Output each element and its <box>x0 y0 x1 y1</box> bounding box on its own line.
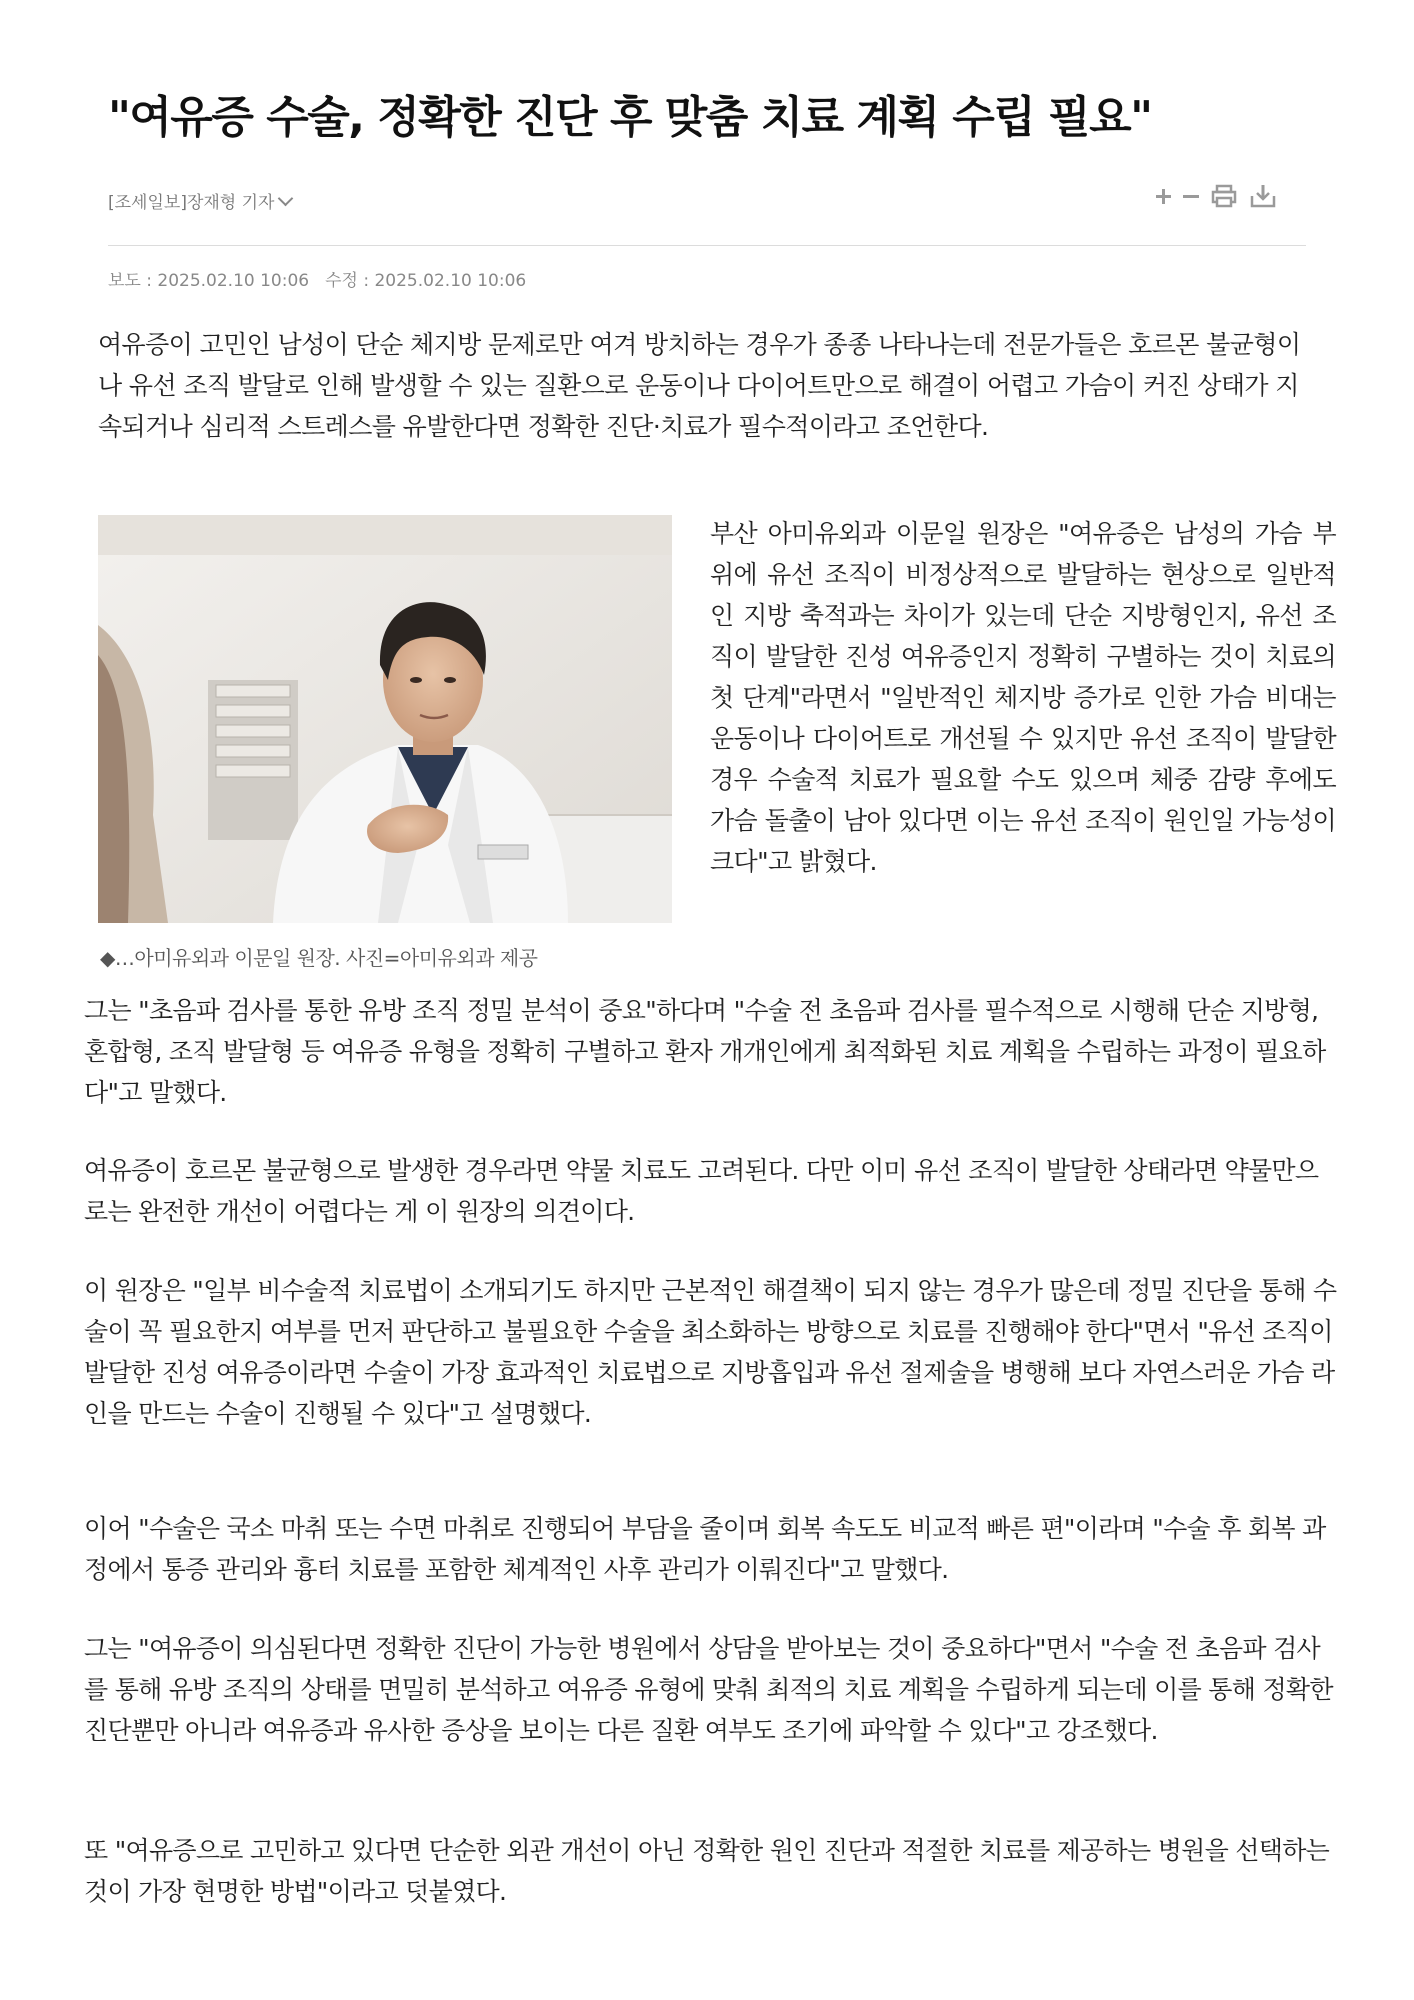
article-toolbar <box>1150 182 1290 212</box>
byline-text: [조세일보]장재형 기자 <box>108 193 275 213</box>
download-icon <box>1248 182 1278 210</box>
font-decrease-button[interactable] <box>1178 182 1204 210</box>
modified-date: 수정 : 2025.02.10 10:06 <box>325 271 527 291</box>
doctor-photo <box>98 515 672 923</box>
plus-icon <box>1150 182 1176 210</box>
chevron-down-icon[interactable] <box>278 191 294 207</box>
body-paragraph: 이 원장은 "일부 비수술적 치료법이 소개되기도 하지만 근본적인 해결책이 되지 않는 경우가 많은데 정밀 진단을 통해 수술이 꼭 필요한지 여부를 먼저 판단하고 불필요한 수술을 최소화하는 방향으로 치료를 진행해야 한다"면서 "유선 조직이 발달한 진성 여유증이라면 수술이 가장 효과적인 치료법으로 지방흡입과 유선 절제술을 병행해 보다 자연스러운 가슴 라인을 만드는 수술이 진행될 수 있다"고 설명했다. <box>84 1276 1337 1428</box>
minus-icon <box>1178 182 1204 210</box>
lead-paragraph: 여유증이 고민인 남성이 단순 체지방 문제로만 여겨 방치하는 경우가 종종 나타나는데 전문가들은 호르몬 불균형이나 유선 조직 발달로 인해 발생할 수 있는 질환으로 운동이나 다이어트만으로 해결이 어렵고 가슴이 커진 상태가 지속되거나 심리적 스트레스를 유발한다면 정확한 진단·치료가 필수적이라고 조언한다. <box>98 330 1301 441</box>
article-headline: "여유증 수술, 정확한 진단 후 맞춤 치료 계획 수립 필요" <box>108 92 1152 143</box>
print-button[interactable] <box>1210 182 1236 210</box>
byline[interactable] <box>108 188 291 213</box>
published-date: 보도 : 2025.02.10 10:06 <box>108 271 310 291</box>
body-paragraph: 여유증이 호르몬 불균형으로 발생한 경우라면 약물 치료도 고려된다. 다만 이미 유선 조직이 발달한 상태라면 약물만으로는 완전한 개선이 어렵다는 게 이 원장의 의견이다. <box>84 1156 1319 1226</box>
header-divider <box>108 245 1306 246</box>
article-dates <box>108 266 542 291</box>
body-paragraph: 그는 "초음파 검사를 통한 유방 조직 정밀 분석이 중요"하다며 "수술 전 초음파 검사를 필수적으로 시행해 단순 지방형, 혼합형, 조직 발달형 등 여유증 유형을 정확히 구별하고 환자 개개인에게 최적화된 치료 계획을 수립하는 과정이 필요하다"고 말했다. <box>84 996 1326 1107</box>
body-paragraph: 그는 "여유증이 의심된다면 정확한 진단이 가능한 병원에서 상담을 받아보는 것이 중요하다"면서 "수술 전 초음파 검사를 통해 유방 조직의 상태를 면밀히 분석하고 여유증 유형에 맞춰 최적의 치료 계획을 수립하게 되는데 이를 통해 정확한 진단뿐만 아니라 여유증과 유사한 증상을 보이는 다른 질환 여부도 조기에 파악할 수 있다"고 강조했다. <box>84 1634 1333 1745</box>
body-paragraph: 또 "여유증으로 고민하고 있다면 단순한 외관 개선이 아닌 정확한 원인 진단과 적절한 치료를 제공하는 병원을 선택하는 것이 가장 현명한 방법"이라고 덧붙였다. <box>84 1836 1330 1906</box>
print-icon <box>1210 182 1238 210</box>
font-increase-button[interactable] <box>1150 182 1176 210</box>
photo-caption: ◆…아미유외과 이문일 원장. 사진=아미유외과 제공 <box>100 946 538 970</box>
side-paragraph: 부산 아미유외과 이문일 원장은 "여유증은 남성의 가슴 부위에 유선 조직이 비정상적으로 발달하는 현상으로 일반적인 지방 축적과는 차이가 있는데 단순 지방형인지, 유선 조직이 발달한 진성 여유증인지 정확히 구별하는 것이 치료의 첫 단계"라면서 "일반적인 체지방 증가로 인한 가슴 비대는 운동이나 다이어트로 개선될 수 있지만 유선 조직이 발달한 경우 수술적 치료가 필요할 수도 있으며 체중 감량 후에도 가슴 돌출이 남아 있다면 이는 유선 조직이 원인일 가능성이 크다"고 밝혔다. <box>710 519 1336 876</box>
body-paragraph: 이어 "수술은 국소 마취 또는 수면 마취로 진행되어 부담을 줄이며 회복 속도도 비교적 빠른 편"이라며 "수술 후 회복 과정에서 통증 관리와 흉터 치료를 포함한 체계적인 사후 관리가 이뤄진다"고 말했다. <box>84 1514 1326 1584</box>
download-button[interactable] <box>1248 182 1274 210</box>
